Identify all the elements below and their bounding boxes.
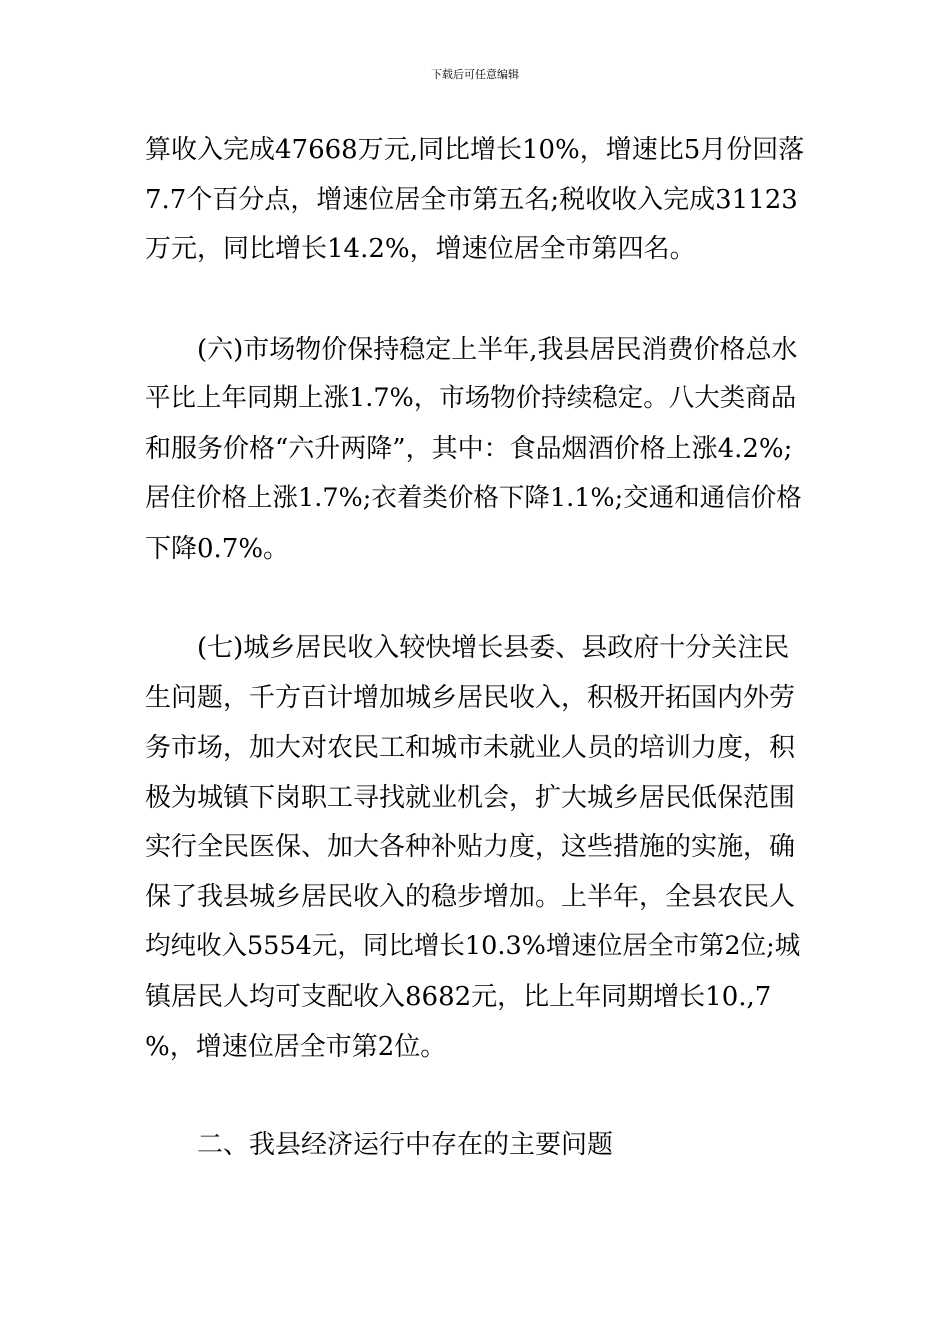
heading-line: 二、我县经济运行中存在的主要问题 <box>197 1130 614 1160</box>
text-line: 保了我县城乡居民收入的稳步增加。上半年，全县农民人 <box>145 882 796 912</box>
text-line: 平比上年同期上涨1.7%，市场物价持续稳定。八大类商品 <box>145 383 797 413</box>
page-header: 下载后可任意编辑 <box>431 68 519 81</box>
text-line: 均纯收入5554元，同比增长10.3%增速位居全市第2位;城 <box>145 931 801 961</box>
text-line: 7.7个百分点，增速位居全市第五名;税收收入完成31123 <box>145 185 798 215</box>
text-line: 极为城镇下岗职工寻找就业机会，扩大城乡居民低保范围 <box>145 783 796 813</box>
text-line: 算收入完成47668万元,同比增长10%，增速比5月份回落 <box>145 135 805 165</box>
text-line: 实行全民医保、加大各种补贴力度，这些措施的实施，确 <box>145 832 796 862</box>
text-line: 下降0.7%。 <box>145 534 290 564</box>
text-line: 居住价格上涨1.7%;衣着类价格下降1.1%;交通和通信价格 <box>145 483 802 513</box>
text-line: 务市场，加大对农民工和城市未就业人员的培训力度，积 <box>145 733 796 763</box>
text-line: %，增速位居全市第2位。 <box>145 1032 447 1062</box>
text-line: 和服务价格“六升两降”，其中：食品烟酒价格上涨4.2%; <box>145 434 793 464</box>
text-line: 生问题，千方百计增加城乡居民收入，积极开拓国内外劳 <box>145 683 796 713</box>
text-line: 万元，同比增长14.2%，增速位居全市第四名。 <box>145 234 696 264</box>
text-line: 镇居民人均可支配收入8682元，比上年同期增长10.,7 <box>145 982 772 1012</box>
text-line: (六)市场物价保持稳定上半年,我县居民消费价格总水 <box>197 335 798 365</box>
text-line: (七)城乡居民收入较快增长县委、县政府十分关注民 <box>197 633 790 663</box>
